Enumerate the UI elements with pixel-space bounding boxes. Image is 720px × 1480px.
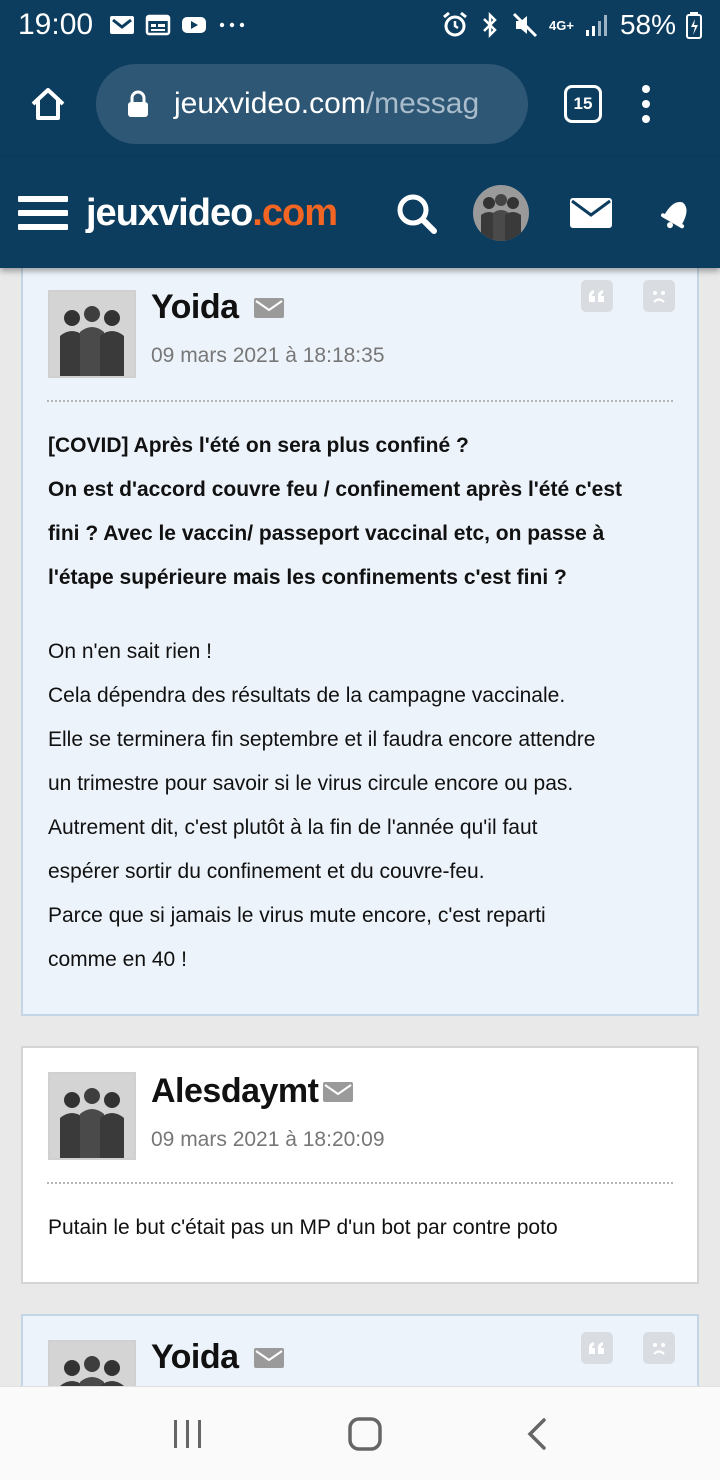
author-name[interactable]: Yoida	[151, 1338, 239, 1376]
user-avatar[interactable]	[473, 185, 529, 241]
back-icon[interactable]	[525, 1417, 549, 1451]
post-divider	[47, 1182, 673, 1184]
notification-bell-icon[interactable]	[657, 193, 697, 233]
author-name[interactable]: Yoida	[151, 288, 239, 326]
author-avatar[interactable]	[48, 1072, 136, 1160]
site-logo[interactable]: jeuxvideo.com	[86, 191, 337, 234]
message-post	[21, 1046, 699, 1284]
hamburger-menu-icon[interactable]	[18, 196, 68, 230]
home-icon	[28, 84, 68, 124]
private-message-icon[interactable]	[254, 298, 284, 318]
system-icons	[441, 9, 702, 41]
lock-icon	[126, 90, 150, 118]
private-message-icon[interactable]	[254, 1348, 284, 1368]
quoted-line: On est d'accord couvre feu / confinement après l'été c'est	[48, 478, 622, 501]
system-navigation-bar	[0, 1386, 720, 1480]
calendar-icon	[145, 14, 171, 36]
body-line: On n'en sait rien !	[48, 640, 212, 663]
author-avatar[interactable]	[48, 1340, 136, 1386]
tab-switcher-button[interactable]: 15	[564, 85, 602, 123]
browser-toolbar	[0, 50, 720, 158]
post-content	[48, 424, 677, 982]
sad-face-icon	[648, 285, 670, 307]
home-button[interactable]	[0, 50, 96, 158]
mail-icon[interactable]	[569, 197, 613, 229]
quote-icon	[587, 288, 607, 304]
signal-icon	[584, 12, 610, 38]
alarm-icon	[441, 11, 469, 39]
body-line: Cela dépendra des résultats de la campagne vaccinale.	[48, 684, 566, 707]
quoted-line: l'étape supérieure mais les confinements c'est fini ?	[48, 566, 567, 589]
body-line: un trimestre pour savoir si le virus circule encore ou pas.	[48, 772, 574, 795]
browser-menu-button[interactable]	[642, 85, 650, 123]
url-domain: jeuxvideo.com	[174, 87, 366, 120]
body-line: Putain le but c'était pas un MP d'un bot par contre poto	[48, 1216, 558, 1239]
url-path: /messag	[365, 87, 480, 120]
author-avatar[interactable]	[48, 290, 136, 378]
body-line: Autrement dit, c'est plutôt à la fin de l'année qu'il faut	[48, 816, 538, 839]
author-name[interactable]: Alesdaymt	[151, 1072, 319, 1110]
status-bar	[0, 0, 720, 50]
private-message-icon[interactable]	[323, 1082, 353, 1102]
gmail-icon	[109, 14, 135, 36]
quoted-line: [COVID] Après l'été on sera plus confiné ?	[48, 434, 469, 457]
search-icon[interactable]	[395, 192, 437, 234]
notification-icons	[109, 14, 247, 36]
address-bar[interactable]	[96, 64, 528, 144]
site-header	[0, 158, 720, 268]
post-date: 09 mars 2021 à 18:20:09	[151, 1128, 385, 1151]
post-content	[48, 1206, 677, 1250]
battery-icon	[686, 11, 702, 39]
quoted-line: fini ? Avec le vaccin/ passeport vaccinal etc, on passe à	[48, 522, 605, 545]
sad-face-icon	[648, 1337, 670, 1359]
post-divider	[47, 400, 673, 402]
body-line: espérer sortir du confinement et du couvre-feu.	[48, 860, 485, 883]
report-button[interactable]	[643, 280, 675, 312]
message-list	[0, 268, 720, 1386]
body-line: comme en 40 !	[48, 948, 187, 971]
mute-icon	[511, 11, 539, 39]
youtube-icon	[181, 14, 207, 36]
more-notifications-icon	[217, 14, 247, 36]
message-post	[21, 1314, 699, 1386]
network-type: 4G+	[549, 17, 574, 33]
report-button[interactable]	[643, 1332, 675, 1364]
recent-apps-icon[interactable]	[171, 1418, 205, 1450]
body-line: Elle se terminera fin septembre et il faudra encore attendre	[48, 728, 596, 751]
body-line: Parce que si jamais le virus mute encore, c'est reparti	[48, 904, 546, 927]
quote-button[interactable]	[581, 280, 613, 312]
home-nav-icon[interactable]	[347, 1416, 383, 1452]
message-post	[21, 268, 699, 1016]
quote-icon	[587, 1340, 607, 1356]
bluetooth-icon	[479, 11, 501, 39]
post-date: 09 mars 2021 à 18:18:35	[151, 344, 385, 367]
battery-percent: 58%	[619, 9, 676, 40]
quote-button[interactable]	[581, 1332, 613, 1364]
status-time: 19:00	[18, 8, 94, 41]
